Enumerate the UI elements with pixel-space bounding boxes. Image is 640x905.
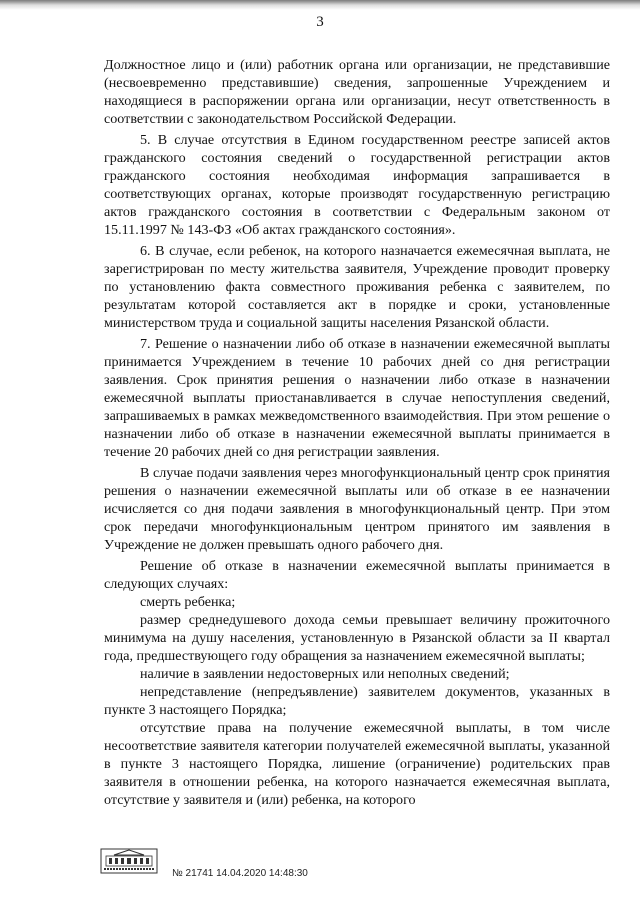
scan-edge-shadow	[0, 0, 640, 10]
paragraph-item-6: 6. В случае, если ребенок, на которого назначается ежемесячная выплата, не зарегистрирован по месту жительства заявителя, Учреждение проводит проверку по установлению факта совместного проживания ребенка с заявителем, по результатам которой составляется акт в порядке и сроки, установленные министерством труда и социальной защиты населения Рязанской области.	[104, 243, 610, 331]
paragraph-item-7: 7. Решение о назначении либо об отказе в назначении ежемесячной выплаты принимается Учреждением в течение 10 рабочих дней со дня регистрации заявления. Срок принятия решения о назначении либо отказе в назначении ежемесячной выплаты приостанавливается в случае непоступления сведений, запрашиваемых в рамках межведомственного взаимодействия. При этом решение о назначении либо об отказе в назначении ежемесячной выплаты принимается в течение 20 рабочих дней со дня регистрации заявления.	[104, 336, 610, 460]
paragraph-mfc: В случае подачи заявления через многофункциональный центр срок принятия решения о назначении ежемесячной выплаты или об отказе в ее назначении исчисляется со дня подачи заявления в многофункциональный центр. При этом срок передачи многофункциональным центром принятого им заявления в Учреждение не должен превышать одного рабочего дня.	[104, 465, 610, 553]
paragraph-refusal-intro: Решение об отказе в назначении ежемесячной выплаты принимается в следующих случаях:	[104, 558, 610, 592]
building-stamp-icon	[100, 848, 158, 874]
refusal-case-income: размер среднедушевого дохода семьи превышает величину прожиточного минимума на душу населения, установленную в Рязанской области за II квартал года, предшествующего году обращения за назначением ежемесячной выплаты;	[104, 612, 610, 664]
refusal-case-documents: непредставление (непредъявление) заявителем документов, указанных в пункте 3 настоящего Порядка;	[104, 684, 610, 718]
page-number: 3	[316, 14, 324, 30]
document-registration-number: № 21741 14.04.2020 14:48:30	[172, 868, 308, 879]
paragraph-responsibility: Должностное лицо и (или) работник органа или организации, не представившие (несвоевременно представившие) сведения, запрошенные Учреждением и находящиеся в распоряжении органа или организации, несут ответственность в соответствии с законодательством Российской Федерации.	[104, 57, 610, 127]
refusal-case-death: смерть ребенка;	[140, 594, 236, 610]
document-body	[104, 56, 610, 809]
paragraph-item-5: 5. В случае отсутствия в Едином государственном реестре записей актов гражданского состояния сведений о государственной регистрации актов гражданского состояния необходимая информация запрашивается в соответствующих органах, которые производят государственную регистрацию актов гражданского состояния в соответствии с Федеральным законом от 15.11.1997 № 143-ФЗ «Об актах гражданского состояния».	[104, 132, 610, 238]
refusal-case-unreliable: наличие в заявлении недостоверных или неполных сведений;	[140, 666, 510, 682]
refusal-case-no-right: отсутствие права на получение ежемесячной выплаты, в том числе несоответствие заявителя категории получателей ежемесячной выплаты, указанной в пункте 3 настоящего Порядка, лишение (ограничение) родительских прав заявителя в отношении ребенка, на которого назначается ежемесячная выплата, отсутствие у заявителя и (или) ребенка, на которого	[104, 720, 610, 808]
